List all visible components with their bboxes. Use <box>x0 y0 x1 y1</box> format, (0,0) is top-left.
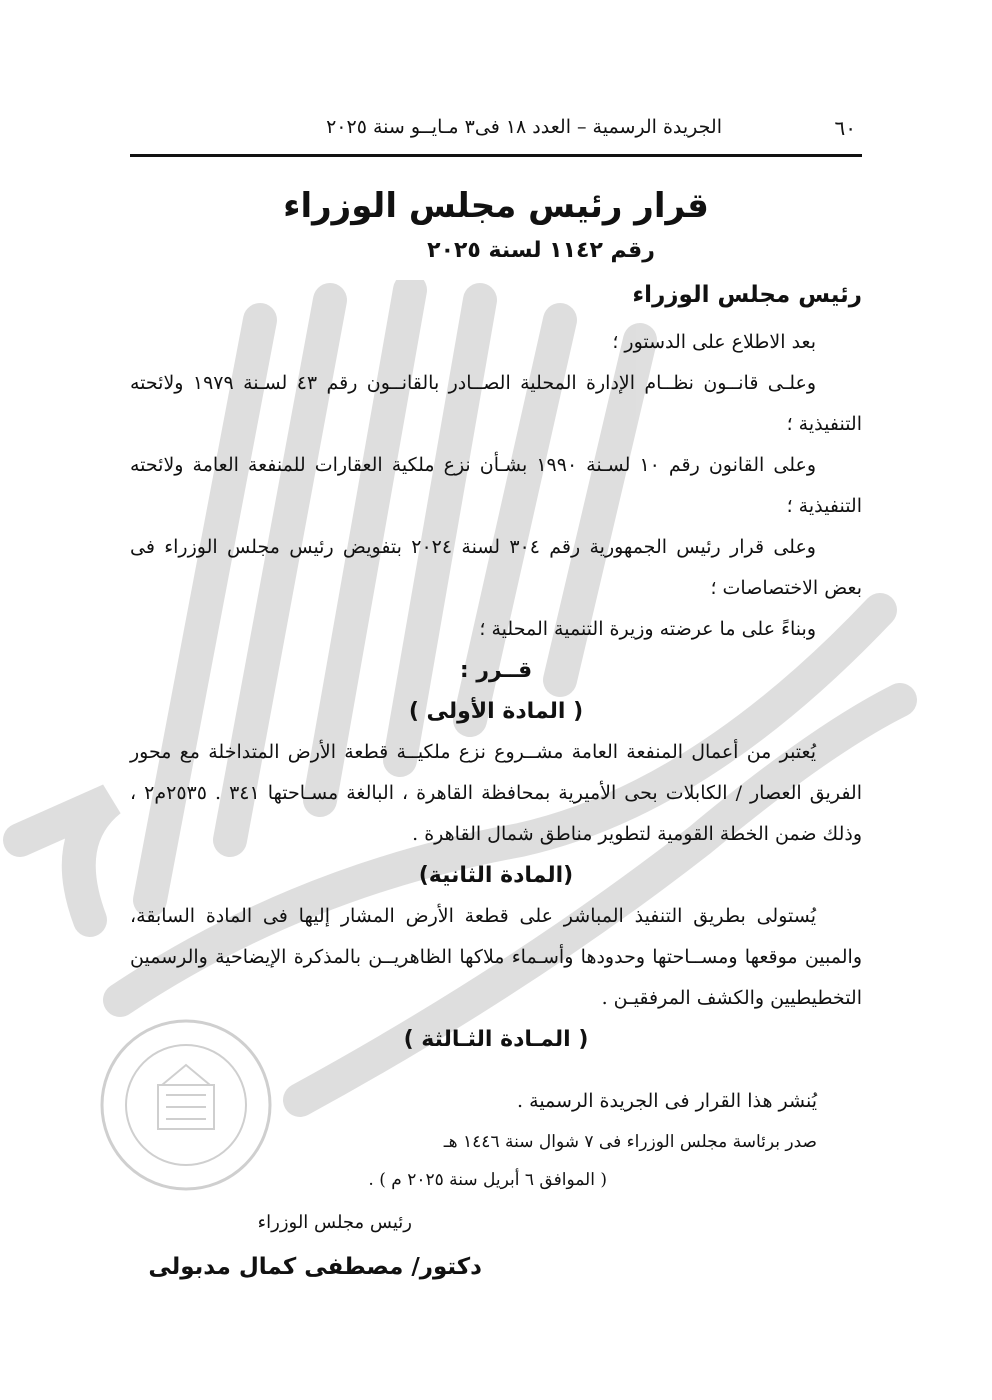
article-heading: ( المادة الأولى ) <box>408 699 584 724</box>
preamble-paragraph: وعلى القانون رقم ١٠ لسـنة ١٩٩٠ بشـأن نزع ملكية العقارات للمنفعة العامة ولائحته التنفيذية ؛ <box>130 454 862 517</box>
page-number: ٦٠ <box>834 116 856 140</box>
decided-label: قــرر : <box>459 658 533 683</box>
article-text: يُستولى بطريق التنفيذ المباشر على قطعة الأرض المشار إليها فى المادة السابقة، والمبين موقعها ومســاحتها وحدودها وأسـماء ملاكها الظاهريــن بالمذكرة الإيضاحية والرسمين التخطيطيين والكشف المرفقيـن . <box>130 905 862 1009</box>
decree-title: قرار رئيس مجلس الوزراء <box>283 186 709 226</box>
article-text: يُعتبر من أعمال المنفعة العامة مشــروع نزع ملكيــة قطعة الأرض المتداخلة مع محور الفريق العصار / الكابلات بحى الأميرية بمحافظة القاهرة ، البالغة مسـاحتها ٣٤١ . ٢٥٣٥م٢ ، وذلك ضمن الخطة القومية لتطوير مناطق شمال القاهرة . <box>130 741 862 845</box>
running-head: الجريدة الرسمية – العدد ١٨ فى٣ مـايــو سنة ٢٠٢٥ <box>326 116 722 138</box>
article-heading: ( المـادة الثـالثة ) <box>403 1027 589 1052</box>
issuer-heading: رئيس مجلس الوزراء <box>632 282 862 308</box>
issued-line: صدر برئاسة مجلس الوزراء فى ٧ شوال سنة ١٤٤٦ هـ <box>443 1132 817 1152</box>
preamble-paragraph: وعلى قرار رئيس الجمهورية رقم ٣٠٤ لسنة ٢٠٢٤ بتفويض رئيس مجلس الوزراء فى بعض الاختصاصات ؛ <box>130 536 862 599</box>
signature-title: رئيس مجلس الوزراء <box>257 1212 412 1233</box>
decree-body <box>130 322 862 1060</box>
decree-number: رقم ١١٤٢ لسنة ٢٠٢٥ <box>427 238 655 263</box>
article-heading: (المادة الثانية) <box>418 863 574 888</box>
preamble-paragraph: وعلـى قانــون نظــام الإدارة المحلية الصــادر بالقانــون رقم ٤٣ لسـنة ١٩٧٩ ولائحته التنفيذية ؛ <box>130 372 862 435</box>
article-text: يُنشر هذا القرار فى الجريدة الرسمية . <box>517 1090 817 1112</box>
running-header <box>130 114 862 157</box>
preamble-paragraph: بعد الاطلاع على الدستور ؛ <box>612 331 816 353</box>
corresponding-date: ( الموافق ٦ أبريل سنة ٢٠٢٥ م ) . <box>368 1170 607 1190</box>
preamble-paragraph: وبناءً على ما عرضته وزيرة التنمية المحلية ؛ <box>479 618 816 640</box>
signature-name: دكتور/ مصطفى كمال مدبولى <box>148 1254 482 1280</box>
